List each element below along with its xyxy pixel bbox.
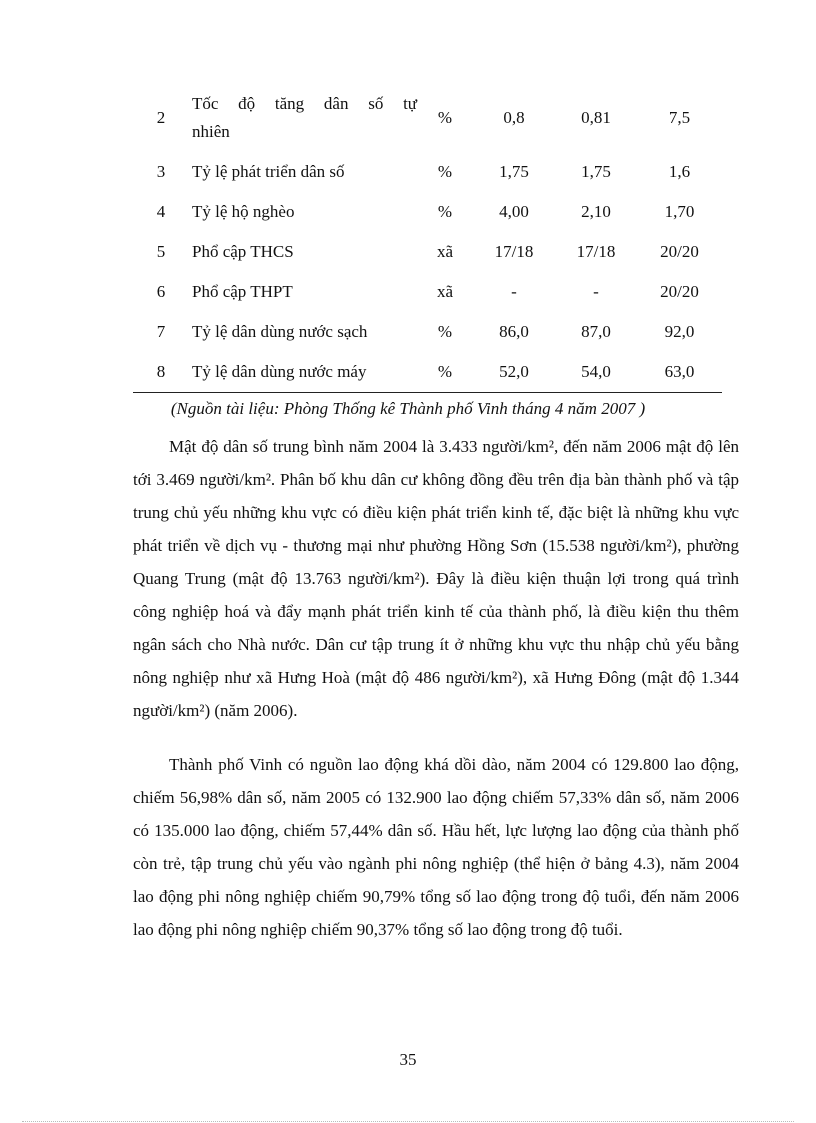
unit: %: [437, 162, 453, 181]
value-2006: 7,5: [668, 108, 691, 127]
unit: %: [437, 108, 453, 127]
row-number: 6: [156, 282, 166, 301]
value-2005: 54,0: [581, 362, 611, 381]
unit: xã: [436, 242, 454, 261]
value-2004: 17/18: [494, 242, 534, 261]
table-row: [133, 192, 722, 232]
table-row: [133, 84, 722, 152]
value-2006: 63,0: [664, 362, 695, 381]
value-2004: 52,0: [499, 362, 529, 381]
value-2005: 17/18: [576, 242, 616, 261]
unit: %: [437, 362, 453, 381]
row-number: 2: [156, 108, 166, 127]
source-note: (Nguồn tài liệu: Phòng Thống kê Thành phố Vinh tháng 4 năm 2007 ): [170, 399, 646, 418]
indicator-name-line1: Tốc độ tăng dân số tự: [192, 94, 417, 113]
table-row: [133, 232, 722, 272]
row-number: 5: [156, 242, 166, 261]
value-2006: 20/20: [660, 242, 699, 261]
indicator-name: Phổ cập THCS: [192, 242, 294, 261]
indicator-name: Tỷ lệ phát triển dân số: [192, 162, 345, 181]
table-row: [133, 352, 722, 393]
value-2006: 20/20: [660, 282, 699, 301]
value-2005: 87,0: [581, 322, 611, 341]
table-row: [133, 312, 722, 352]
row-number: 3: [156, 162, 166, 181]
indicator-name: [189, 84, 417, 152]
unit: %: [437, 322, 453, 341]
value-2004: 4,00: [499, 202, 529, 221]
body-paragraph: Thành phố Vinh có nguồn lao động khá dồi dào, năm 2004 có 129.800 lao động, chiếm 56,98% dân số, năm 2005 có 132.900 lao động chiếm 57,33% dân số, năm 2006 có 135.000 lao động, chiếm 57,44% dân số. Hầu hết, lực lượng lao động của thành phố còn trẻ, tập trung chủ yếu vào ngành phi nông nghiệp (thể hiện ở bảng 4.3), năm 2004 lao động phi nông nghiệp chiếm 90,79% tổng số lao động trong độ tuổi, đến năm 2006 lao động phi nông nghiệp chiếm 90,37% tổng số lao động trong độ tuổi.: [133, 755, 739, 939]
table-row: [133, 152, 722, 192]
indicator-name: Tỷ lệ dân dùng nước sạch: [192, 322, 368, 341]
value-2006: 92,0: [664, 322, 695, 341]
value-2005: 1,75: [581, 162, 611, 181]
indicator-name-line2: nhiên: [192, 122, 230, 141]
indicator-name-wrap: [192, 90, 417, 146]
unit: xã: [436, 282, 454, 301]
indicator-name: Phổ cập THPT: [192, 282, 293, 301]
value-2004: 0,8: [503, 108, 525, 127]
indicator-name: Tỷ lệ dân dùng nước máy: [192, 362, 367, 381]
table-row: [133, 272, 722, 312]
unit: %: [437, 202, 453, 221]
value-2004: 1,75: [499, 162, 529, 181]
value-2004: 86,0: [499, 322, 529, 341]
statistics-table: [133, 84, 722, 393]
page-bottom-border: [22, 1121, 794, 1122]
row-number: 7: [156, 322, 166, 341]
value-2006: 1,6: [668, 162, 691, 181]
value-2006: 1,70: [664, 202, 695, 221]
value-2004: -: [511, 282, 517, 301]
value-2005: -: [593, 282, 599, 301]
value-2005: 2,10: [581, 202, 611, 221]
page-number: 35: [399, 1050, 417, 1069]
body-paragraph: Mật độ dân số trung bình năm 2004 là 3.433 người/km², đến năm 2006 mật độ lên tới 3.469 người/km². Phân bố khu dân cư không đồng đều trên địa bàn thành phố và tập trung chủ yếu những khu vực có điều kiện phát triển kinh tế, đặc biệt là những khu vực phát triển về dịch vụ - thương mại như phường Hồng Sơn (15.538 người/km²), phường Quang Trung (mật độ 13.763 người/km²). Đây là điều kiện thuận lợi trong quá trình công nghiệp hoá và đẩy mạnh phát triển kinh tế của thành phố, là điều kiện thu thêm ngân sách cho Nhà nước. Dân cư tập trung ít ở những khu vực thu nhập chủ yếu bằng nông nghiệp như xã Hưng Hoà (mật độ 486 người/km²), xã Hưng Đông (mật độ 1.344 người/km²) (năm 2006).: [133, 437, 739, 720]
row-number: 8: [156, 362, 166, 381]
value-2005: 0,81: [581, 108, 611, 127]
row-number: 4: [156, 202, 166, 221]
indicator-name: Tỷ lệ hộ nghèo: [192, 202, 295, 221]
